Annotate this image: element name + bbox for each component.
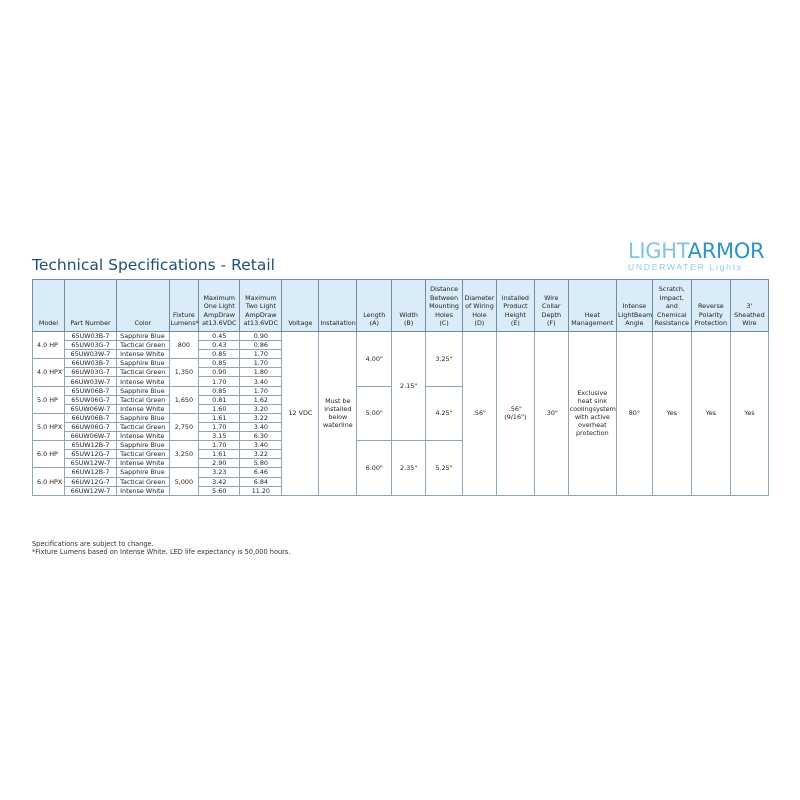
beam-cell: 80° xyxy=(616,332,652,496)
scratch-cell: Yes xyxy=(652,332,691,496)
col-header-beam: Intense LightBeam Angle xyxy=(616,280,652,332)
one-light-amp-cell: 0.85 xyxy=(199,386,240,395)
page-title: Technical Specifications - Retail xyxy=(32,256,275,274)
lumens-cell: 5,000 xyxy=(169,468,199,495)
part-number-cell: 65UW03G-7 xyxy=(64,341,116,350)
length-cell: 6.00" xyxy=(357,441,392,496)
part-number-cell: 66UW06W-7 xyxy=(64,432,116,441)
part-number-cell: 66UW06G-7 xyxy=(64,422,116,431)
two-light-amp-cell: 6.46 xyxy=(240,468,282,477)
color-cell: Intense White xyxy=(117,350,169,359)
col-header-diameter: Diameter of Wiring Hole (D) xyxy=(463,280,497,332)
col-header-two-light-amp: Maximum Two Light AmpDraw at13.6VDC xyxy=(240,280,282,332)
col-header-polarity: Reverse Polarity Protection xyxy=(691,280,730,332)
voltage-cell: 12 VDC xyxy=(282,332,319,496)
logo-armor-text: ARMOR xyxy=(687,239,765,263)
col-header-length: Length (A) xyxy=(357,280,392,332)
color-cell: Sapphire Blue xyxy=(117,386,169,395)
one-light-amp-cell: 3.23 xyxy=(199,468,240,477)
color-cell: Tactical Green xyxy=(117,477,169,486)
part-number-cell: 66UW12W-7 xyxy=(64,486,116,495)
color-cell: Sapphire Blue xyxy=(117,359,169,368)
col-header-width: Width (B) xyxy=(392,280,426,332)
col-header-one-light-amp: Maximum One Light AmpDraw at13.6VDC xyxy=(199,280,240,332)
part-number-cell: 65UW12B-7 xyxy=(64,441,116,450)
length-cell: 5.00" xyxy=(357,386,392,441)
heat-cell: Exclusive heat sink coolingsystem with active overheat protection xyxy=(568,332,616,496)
col-header-color: Color xyxy=(117,280,169,332)
col-header-part-number: Part Number xyxy=(64,280,116,332)
color-cell: Tactical Green xyxy=(117,368,169,377)
one-light-amp-cell: 0.45 xyxy=(199,332,240,341)
part-number-cell: 65UW06G-7 xyxy=(64,395,116,404)
model-cell: 6.0 HPX xyxy=(33,468,65,495)
one-light-amp-cell: 1.70 xyxy=(199,441,240,450)
col-header-distance: Distance Between Mounting Holes (C) xyxy=(426,280,463,332)
one-light-amp-cell: 1.70 xyxy=(199,377,240,386)
two-light-amp-cell: 3.22 xyxy=(240,450,282,459)
one-light-amp-cell: 5.60 xyxy=(199,486,240,495)
model-cell: 4.0 HPX xyxy=(33,359,65,386)
color-cell: Sapphire Blue xyxy=(117,413,169,422)
height-cell: .56" (9/16") xyxy=(496,332,534,496)
part-number-cell: 66UW12B-7 xyxy=(64,468,116,477)
color-cell: Tactical Green xyxy=(117,422,169,431)
col-header-collar: Wire Collar Depth (F) xyxy=(534,280,568,332)
polarity-cell: Yes xyxy=(691,332,730,496)
lumens-cell: 3,250 xyxy=(169,441,199,468)
width-cell: 2.15" xyxy=(392,332,426,441)
one-light-amp-cell: 1.61 xyxy=(199,450,240,459)
one-light-amp-cell: 0.85 xyxy=(199,350,240,359)
part-number-cell: 65UW12W-7 xyxy=(64,459,116,468)
part-number-cell: 65UW12G-7 xyxy=(64,450,116,459)
diameter-cell: .56" xyxy=(463,332,497,496)
part-number-cell: 66UW03W-7 xyxy=(64,377,116,386)
width-cell: 2.35" xyxy=(392,441,426,496)
header-row xyxy=(33,280,769,332)
two-light-amp-cell: 1.70 xyxy=(240,350,282,359)
one-light-amp-cell: 1.60 xyxy=(199,404,240,413)
brand-logo xyxy=(628,239,765,272)
col-header-lumens: Fixture Lumens* xyxy=(169,280,199,332)
col-header-model: Model xyxy=(33,280,65,332)
two-light-amp-cell: 6.30 xyxy=(240,432,282,441)
two-light-amp-cell: 3.40 xyxy=(240,422,282,431)
distance-cell: 3.25" xyxy=(426,332,463,387)
sheathed-cell: Yes xyxy=(730,332,768,496)
col-header-installation: Installation xyxy=(319,280,357,332)
part-number-cell: 65UW06B-7 xyxy=(64,386,116,395)
two-light-amp-cell: 3.20 xyxy=(240,404,282,413)
one-light-amp-cell: 1.61 xyxy=(199,413,240,422)
one-light-amp-cell: 2.90 xyxy=(199,459,240,468)
two-light-amp-cell: 1.80 xyxy=(240,368,282,377)
one-light-amp-cell: 0.43 xyxy=(199,341,240,350)
two-light-amp-cell: 1.62 xyxy=(240,395,282,404)
col-header-heat: Heat Management xyxy=(568,280,616,332)
one-light-amp-cell: 3.15 xyxy=(199,432,240,441)
one-light-amp-cell: 0.81 xyxy=(199,395,240,404)
two-light-amp-cell: 11.20 xyxy=(240,486,282,495)
col-header-voltage: Voltage xyxy=(282,280,319,332)
model-cell: 4.0 HP xyxy=(33,332,65,359)
color-cell: Tactical Green xyxy=(117,450,169,459)
logo-light-text: LIGHT xyxy=(628,239,688,263)
one-light-amp-cell: 0.90 xyxy=(199,368,240,377)
spec-table xyxy=(32,279,769,496)
one-light-amp-cell: 3.42 xyxy=(199,477,240,486)
model-cell: 6.0 HP xyxy=(33,441,65,468)
two-light-amp-cell: 1.70 xyxy=(240,359,282,368)
two-light-amp-cell: 0.90 xyxy=(240,332,282,341)
col-header-sheathed: 3' Sheathed Wire xyxy=(730,280,768,332)
part-number-cell: 65UW03W-7 xyxy=(64,350,116,359)
distance-cell: 5.25" xyxy=(426,441,463,496)
col-header-scratch: Scratch, Impact, and Chemical Resistance xyxy=(652,280,691,332)
distance-cell: 4.25" xyxy=(426,386,463,441)
color-cell: Tactical Green xyxy=(117,341,169,350)
two-light-amp-cell: 1.70 xyxy=(240,386,282,395)
installation-cell: Must be installed below waterline xyxy=(319,332,357,496)
lumens-cell: 1,350 xyxy=(169,359,199,386)
footnote-line: *Fixture Lumens based on Intense White. LED life expectancy is 50,000 hours. xyxy=(32,548,291,556)
part-number-cell: 65UW03B-7 xyxy=(64,332,116,341)
model-cell: 5.0 HPX xyxy=(33,413,65,440)
two-light-amp-cell: 3.40 xyxy=(240,441,282,450)
lumens-cell: 2,750 xyxy=(169,413,199,440)
color-cell: Sapphire Blue xyxy=(117,468,169,477)
lumens-cell: 800 xyxy=(169,332,199,359)
model-cell: 5.0 HP xyxy=(33,386,65,413)
color-cell: Intense White xyxy=(117,459,169,468)
logo-subtitle: UNDERWATER Lights xyxy=(628,262,743,272)
color-cell: Tactical Green xyxy=(117,395,169,404)
lumens-cell: 1,650 xyxy=(169,386,199,413)
part-number-cell: 66UW06B-7 xyxy=(64,413,116,422)
color-cell: Intense White xyxy=(117,486,169,495)
one-light-amp-cell: 1.70 xyxy=(199,422,240,431)
part-number-cell: 66UW12G-7 xyxy=(64,477,116,486)
collar-cell: .30" xyxy=(534,332,568,496)
part-number-cell: 66UW03B-7 xyxy=(64,359,116,368)
two-light-amp-cell: 0.86 xyxy=(240,341,282,350)
color-cell: Intense White xyxy=(117,377,169,386)
part-number-cell: 65UW06W-7 xyxy=(64,404,116,413)
two-light-amp-cell: 5.80 xyxy=(240,459,282,468)
table-row xyxy=(33,332,769,341)
footnotes xyxy=(32,540,290,556)
length-cell: 4.00" xyxy=(357,332,392,387)
footnote-line: Specifications are subject to change. xyxy=(32,540,154,548)
two-light-amp-cell: 3.40 xyxy=(240,377,282,386)
color-cell: Sapphire Blue xyxy=(117,441,169,450)
two-light-amp-cell: 6.84 xyxy=(240,477,282,486)
one-light-amp-cell: 0.85 xyxy=(199,359,240,368)
col-header-height: Installed Product Height (E) xyxy=(496,280,534,332)
color-cell: Sapphire Blue xyxy=(117,332,169,341)
color-cell: Intense White xyxy=(117,404,169,413)
color-cell: Intense White xyxy=(117,432,169,441)
part-number-cell: 66UW03G-7 xyxy=(64,368,116,377)
two-light-amp-cell: 3.22 xyxy=(240,413,282,422)
